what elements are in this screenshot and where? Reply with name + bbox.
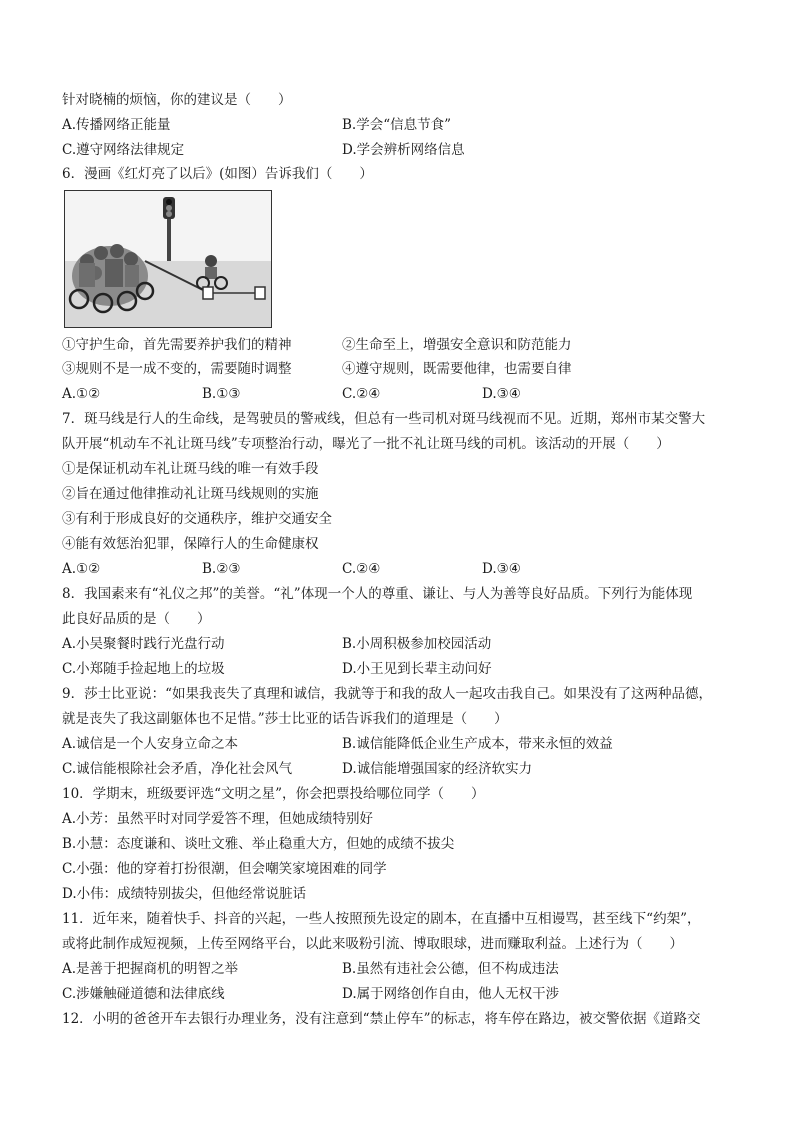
option-b: B.虽然有违社会公德，但不构成违法 [342, 961, 559, 977]
question-11-line-1: 11．近年来，随着快手、抖音的兴起，一些人按照预先设定的剧本，在直播中互相谩骂，甚至线下“约架”， [62, 911, 701, 927]
option-a: A.①② [62, 561, 101, 577]
statement-1: ①守护生命，首先需要养护我们的精神 [62, 337, 292, 353]
option-d: D.③④ [482, 561, 521, 577]
question-10: 10．学期末，班级要评选“文明之星”，你会把票投给哪位同学（ ） [62, 786, 485, 802]
option-d: D.小王见到长辈主动问好 [342, 661, 492, 677]
question-12: 12．小明的爸爸开车去银行办理业务，没有注意到“禁止停车”的标志，将车停在路边，被交警依据《道路交 [62, 1011, 701, 1027]
question-9-line-1: 9．莎士比亚说：“如果我丧失了真理和诚信，我就等于和我的敌人一起攻击我自己。如果没有了这两种品德， [62, 686, 712, 702]
red-light-cartoon-image [65, 191, 271, 327]
option-b: B.小慧：态度谦和、谈吐文雅、举止稳重大方，但她的成绩不拔尖 [62, 836, 455, 852]
statement-3: ③规则不是一成不变的，需要随时调整 [62, 361, 292, 377]
option-c: C.遵守网络法律规定 [62, 142, 185, 158]
statement-4: ④能有效惩治犯罪，保障行人的生命健康权 [62, 536, 319, 552]
question-stem-tail: 针对晓楠的烦恼，你的建议是（ ） [62, 92, 292, 108]
option-c: C.小强：他的穿着打扮很潮，但会嘲笑家境困难的同学 [62, 861, 387, 877]
option-b: B.诚信能降低企业生产成本，带来永恒的效益 [342, 736, 613, 752]
question-9-line-2: 就是丧失了我这副躯体也不足惜。”莎士比亚的话告诉我们的道理是（ ） [62, 711, 508, 727]
option-a: A.小芳：虽然平时对同学爱答不理，但她成绩特别好 [62, 811, 374, 827]
option-a: A.诚信是一个人安身立命之本 [62, 736, 239, 752]
statement-2: ②生命至上，增强安全意识和防范能力 [342, 337, 572, 353]
question-7-line-1: 7．斑马线是行人的生命线，是驾驶员的警戒线，但总有一些司机对斑马线视而不见。近期，郑州市某交警大 [62, 411, 706, 427]
statement-3: ③有利于形成良好的交通秩序，维护交通安全 [62, 511, 332, 527]
statement-2: ②旨在通过他律推动礼让斑马线规则的实施 [62, 486, 319, 502]
option-c: C.小郑随手捡起地上的垃圾 [62, 661, 225, 677]
option-d: D.③④ [482, 386, 521, 402]
question-8-line-2: 此良好品质的是（ ） [62, 611, 211, 627]
option-a: A.①② [62, 386, 101, 402]
option-b: B.①③ [202, 386, 241, 402]
option-c: C.诚信能根除社会矛盾，净化社会风气 [62, 761, 293, 777]
option-b: B.②③ [202, 561, 241, 577]
cartoon-illustration [64, 190, 272, 328]
question-6: 6．漫画《红灯亮了以后》(如图）告诉我们（ ） [62, 166, 373, 182]
question-7-line-2: 队开展“机动车不礼让斑马线”专项整治行动，曝光了一批不礼让斑马线的司机。该活动的开展（ ） [62, 436, 670, 452]
option-c: C.涉嫌触碰道德和法律底线 [62, 986, 225, 1002]
option-b: B.学会“信息节食” [342, 117, 452, 133]
option-d: D.诚信能增强国家的经济软实力 [342, 761, 533, 777]
question-8-line-1: 8．我国素来有“礼仪之邦”的美誉。“礼”体现一个人的尊重、谦让、与人为善等良好品质。下列行为能体现 [62, 586, 693, 602]
option-a: A.传播网络正能量 [62, 117, 171, 133]
statement-1: ①是保证机动车礼让斑马线的唯一有效手段 [62, 461, 319, 477]
option-a: A.小吴聚餐时践行光盘行动 [62, 636, 225, 652]
option-a: A.是善于把握商机的明智之举 [62, 961, 239, 977]
option-c: C.②④ [342, 386, 381, 402]
question-11-line-2: 或将此制作成短视频，上传至网络平台，以此来吸粉引流、博取眼球，进而赚取利益。上述行为（ ） [62, 936, 683, 952]
option-b: B.小周积极参加校园活动 [342, 636, 492, 652]
statement-4: ④遵守规则，既需要他律，也需要自律 [342, 361, 572, 377]
option-d: D.学会辨析网络信息 [342, 142, 465, 158]
option-d: D.小伟：成绩特别拔尖，但他经常说脏话 [62, 886, 307, 902]
option-d: D.属于网络创作自由，他人无权干涉 [342, 986, 560, 1002]
option-c: C.②④ [342, 561, 381, 577]
